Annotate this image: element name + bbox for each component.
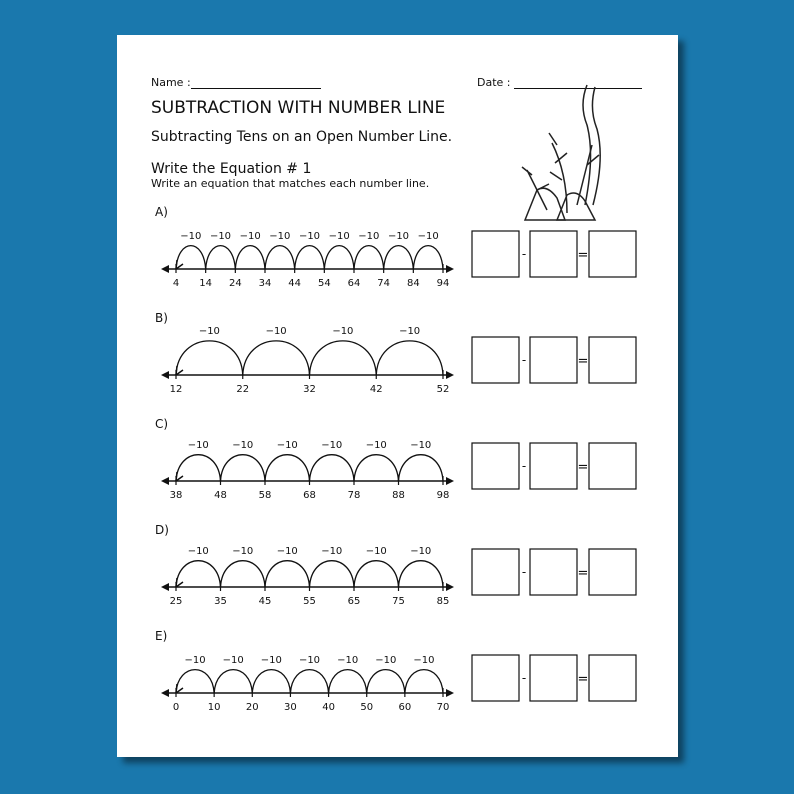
jump-arc (265, 246, 295, 269)
problem-a (117, 205, 678, 311)
equals-sign: = (577, 672, 589, 687)
arc-arrowhead-icon (176, 578, 183, 587)
right-arrow-icon (446, 689, 454, 697)
jump-arc (295, 246, 325, 269)
minus-sign: - (521, 671, 527, 685)
tick-label: 52 (436, 384, 450, 395)
answer-box[interactable] (530, 443, 577, 489)
jump-arc (221, 455, 266, 481)
tick-label: 32 (303, 384, 316, 395)
tick-label: 12 (169, 384, 183, 395)
number-line (117, 311, 678, 417)
arc-arrowhead-icon (176, 684, 183, 693)
jump-arc (367, 670, 405, 693)
answer-box[interactable] (530, 549, 577, 595)
jump-label: −10 (276, 546, 298, 557)
jump-label: −10 (298, 231, 321, 242)
minus-sign: - (521, 353, 527, 367)
jump-label: −10 (410, 440, 432, 451)
jump-label: −10 (413, 655, 435, 666)
tick-label: 0 (172, 702, 180, 713)
left-arrow-icon (161, 265, 169, 273)
jump-arc (310, 455, 355, 481)
jump-label: −10 (321, 546, 343, 557)
jump-arc (176, 341, 243, 375)
tick-label: 22 (236, 384, 250, 395)
tick-label: 45 (258, 596, 272, 607)
jump-arc (354, 455, 399, 481)
tick-label: 70 (436, 702, 450, 713)
tick-label: 34 (258, 278, 272, 289)
jump-arc (324, 246, 354, 269)
jump-arc (265, 561, 310, 587)
tick-label: 58 (258, 490, 272, 501)
jump-arc (290, 670, 328, 693)
jump-arc (214, 670, 252, 693)
jump-label: −10 (337, 655, 359, 666)
minus-sign: - (521, 565, 527, 579)
jump-label: −10 (232, 440, 254, 451)
jump-label: −10 (198, 326, 220, 337)
left-arrow-icon (161, 477, 169, 485)
answer-box[interactable] (472, 549, 519, 595)
jump-arc (354, 246, 384, 269)
tick-label: 30 (284, 702, 297, 713)
minus-sign: - (521, 459, 527, 473)
problem-c (117, 417, 678, 523)
jump-arc (399, 455, 444, 481)
problem-label: A) (155, 205, 168, 219)
number-line (117, 205, 678, 311)
jump-arc (376, 341, 443, 375)
number-line (117, 523, 678, 629)
date-field[interactable] (477, 76, 642, 89)
tick-label: 14 (199, 278, 213, 289)
subtitle: Subtracting Tens on an Open Number Line. (151, 129, 453, 145)
instructions: Write an equation that matches each number line. (151, 177, 430, 190)
jump-arc (399, 561, 444, 587)
jump-label: −10 (222, 655, 244, 666)
tick-label: 85 (436, 596, 450, 607)
arc-arrowhead-icon (176, 366, 183, 375)
tick-label: 84 (406, 278, 420, 289)
problem-e (117, 629, 678, 735)
jump-arc (405, 670, 443, 693)
tick-label: 54 (317, 278, 331, 289)
jump-label: −10 (180, 231, 202, 242)
jump-arc (243, 341, 310, 375)
jump-label: −10 (358, 231, 380, 242)
jump-label: −10 (260, 655, 282, 666)
problem-label: C) (155, 417, 169, 431)
tick-label: 65 (347, 596, 361, 607)
tick-label: 20 (245, 702, 259, 713)
number-line (117, 629, 678, 735)
jump-arc (206, 246, 236, 269)
date-label: Date : (477, 76, 511, 89)
equals-sign: = (577, 354, 589, 369)
problem-label: D) (155, 523, 169, 537)
answer-box[interactable] (472, 337, 519, 383)
equals-sign: = (577, 566, 589, 581)
tick-label: 10 (207, 702, 221, 713)
jump-label: −10 (417, 231, 439, 242)
jump-label: −10 (298, 655, 321, 666)
tick-label: 60 (398, 702, 412, 713)
jump-label: −10 (184, 655, 206, 666)
answer-box[interactable] (589, 443, 636, 489)
tick-label: 78 (347, 490, 361, 501)
tick-label: 40 (322, 702, 335, 713)
tick-label: 88 (392, 490, 405, 501)
jump-label: −10 (187, 546, 209, 557)
tick-label: 24 (228, 278, 242, 289)
answer-box[interactable] (472, 231, 519, 277)
right-arrow-icon (446, 371, 454, 379)
minus-sign: - (521, 247, 527, 261)
tick-label: 25 (169, 596, 183, 607)
jump-label: −10 (269, 231, 291, 242)
jump-label: −10 (365, 440, 387, 451)
problem-b (117, 311, 678, 417)
tick-label: 74 (377, 278, 391, 289)
answer-box[interactable] (589, 549, 636, 595)
answer-box[interactable] (589, 655, 636, 701)
tick-label: 42 (369, 384, 383, 395)
answer-box[interactable] (530, 655, 577, 701)
jump-arc (354, 561, 399, 587)
jump-label: −10 (399, 326, 421, 337)
tick-label: 75 (392, 596, 405, 607)
equals-sign: = (577, 460, 589, 475)
page-title: SUBTRACTION WITH NUMBER LINE (151, 98, 446, 118)
jump-label: −10 (265, 326, 287, 337)
name-label: Name : (151, 76, 191, 89)
jump-arc (329, 670, 367, 693)
jump-label: −10 (239, 231, 261, 242)
answer-box[interactable] (472, 655, 519, 701)
problem-label: B) (155, 311, 168, 325)
jump-arc (235, 246, 265, 269)
tick-label: 94 (436, 278, 450, 289)
problem-label: E) (155, 629, 168, 643)
tick-label: 48 (214, 490, 227, 501)
jump-arc (265, 455, 310, 481)
jump-label: −10 (410, 546, 432, 557)
jump-label: −10 (209, 231, 232, 242)
jump-label: −10 (276, 440, 298, 451)
name-field[interactable] (151, 76, 321, 89)
jump-arc (252, 670, 290, 693)
right-arrow-icon (446, 265, 454, 273)
tick-label: 64 (347, 278, 361, 289)
tick-label: 44 (288, 278, 302, 289)
jump-label: −10 (328, 231, 350, 242)
arc-arrowhead-icon (176, 260, 183, 269)
tick-label: 98 (436, 490, 450, 501)
worksheet-page (117, 35, 678, 757)
jump-label: −10 (232, 546, 254, 557)
jump-arc (310, 561, 355, 587)
right-arrow-icon (446, 477, 454, 485)
tick-label: 38 (169, 490, 183, 501)
tick-label: 68 (303, 490, 316, 501)
number-line (117, 417, 678, 523)
arc-arrowhead-icon (176, 472, 183, 481)
section-title: Write the Equation # 1 (151, 161, 312, 177)
jump-label: −10 (332, 326, 354, 337)
jump-label: −10 (365, 546, 387, 557)
answer-box[interactable] (530, 337, 577, 383)
left-arrow-icon (161, 371, 169, 379)
tick-label: 50 (360, 702, 374, 713)
answer-box[interactable] (589, 337, 636, 383)
left-arrow-icon (161, 583, 169, 591)
answer-box[interactable] (589, 231, 636, 277)
jump-arc (221, 561, 266, 587)
tick-label: 35 (214, 596, 227, 607)
jump-arc (384, 246, 414, 269)
jump-label: −10 (321, 440, 343, 451)
jump-arc (413, 246, 443, 269)
tick-label: 55 (303, 596, 316, 607)
jump-arc (310, 341, 377, 375)
jump-label: −10 (375, 655, 397, 666)
tick-label: 4 (172, 278, 180, 289)
left-arrow-icon (161, 689, 169, 697)
jump-label: −10 (387, 231, 410, 242)
equals-sign: = (577, 248, 589, 263)
problem-d (117, 523, 678, 629)
answer-box[interactable] (472, 443, 519, 489)
jump-label: −10 (187, 440, 209, 451)
answer-box[interactable] (530, 231, 577, 277)
right-arrow-icon (446, 583, 454, 591)
